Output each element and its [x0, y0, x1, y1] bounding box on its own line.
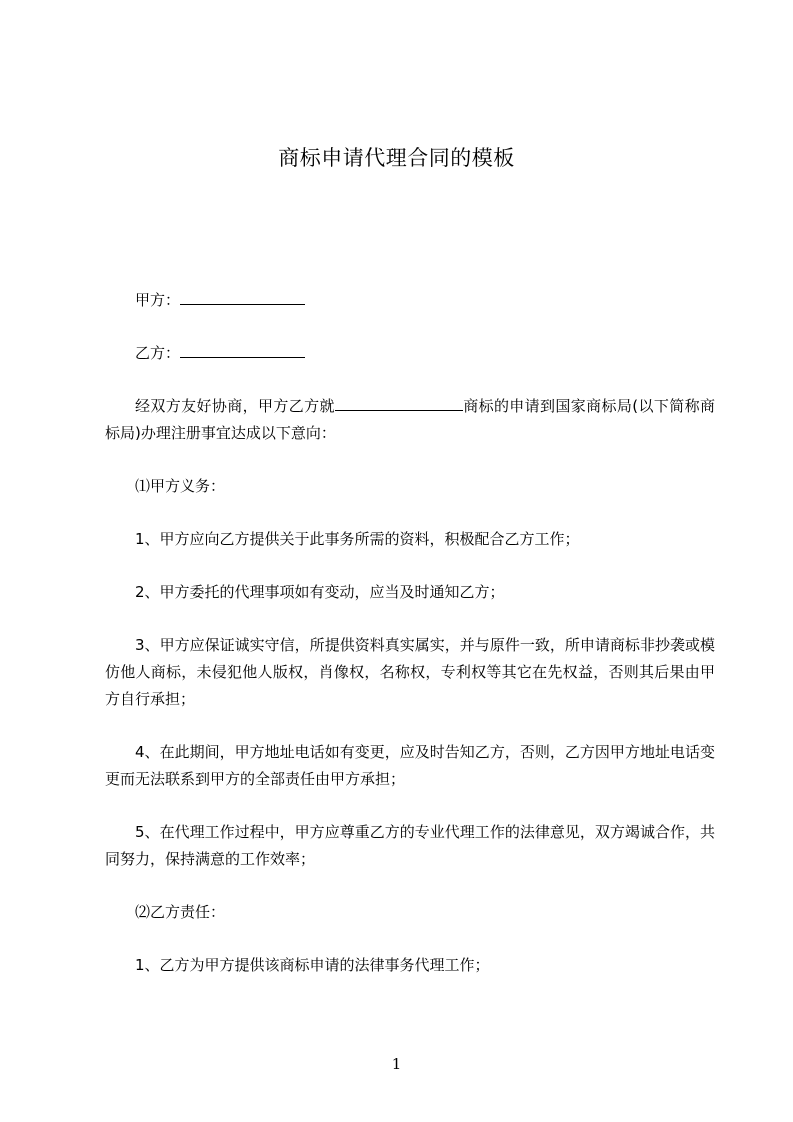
section-b-item: 1、乙方为甲方提供该商标申请的法律事务代理工作； — [135, 956, 490, 974]
section-a-item: 5、在代理工作过程中，甲方应尊重乙方的专业代理工作的法律意见，双方竭诚合作，共同努力，保持满意的工作效率； — [105, 823, 715, 868]
section-a-heading: ⑴甲方义务： — [135, 477, 226, 495]
party-b-blank — [180, 340, 305, 358]
section-a-item: 1、甲方应向乙方提供关于此事务所需的资料，积极配合乙方工作； — [135, 530, 580, 548]
section-a-item: 3、甲方应保证诚实守信，所提供资料真实属实，并与原件一致，所申请商标非抄袭或模仿他人商标，未侵犯他人版权，肖像权，名称权，专利权等其它在先权益，否则其后果由甲方自行承担； — [105, 636, 715, 708]
intro-text-after: 商标的申请到国家商标局(以下简称商标局)办理注册事宜达成以下意向： — [105, 397, 715, 442]
section-b-heading: ⑵乙方责任： — [135, 903, 226, 921]
page-number: 1 — [391, 1055, 402, 1073]
party-a-line — [105, 287, 715, 314]
party-b-label: 乙方： — [135, 344, 181, 362]
document-body — [105, 287, 715, 979]
section-a-item: 2、甲方委托的代理事项如有变动，应当及时通知乙方； — [135, 583, 505, 601]
document-title: 商标申请代理合同的模板 — [278, 146, 515, 170]
intro-paragraph — [105, 393, 715, 447]
party-a-blank — [180, 287, 305, 305]
trademark-name-blank — [335, 393, 463, 411]
party-a-label: 甲方： — [135, 291, 181, 309]
section-a-item: 4、在此期间，甲方地址电话如有变更，应及时告知乙方，否则，乙方因甲方地址电话变更而无法联系到甲方的全部责任由甲方承担； — [105, 743, 715, 788]
intro-text-before: 经双方友好协商，甲方乙方就 — [135, 397, 335, 415]
party-b-line — [105, 340, 715, 367]
